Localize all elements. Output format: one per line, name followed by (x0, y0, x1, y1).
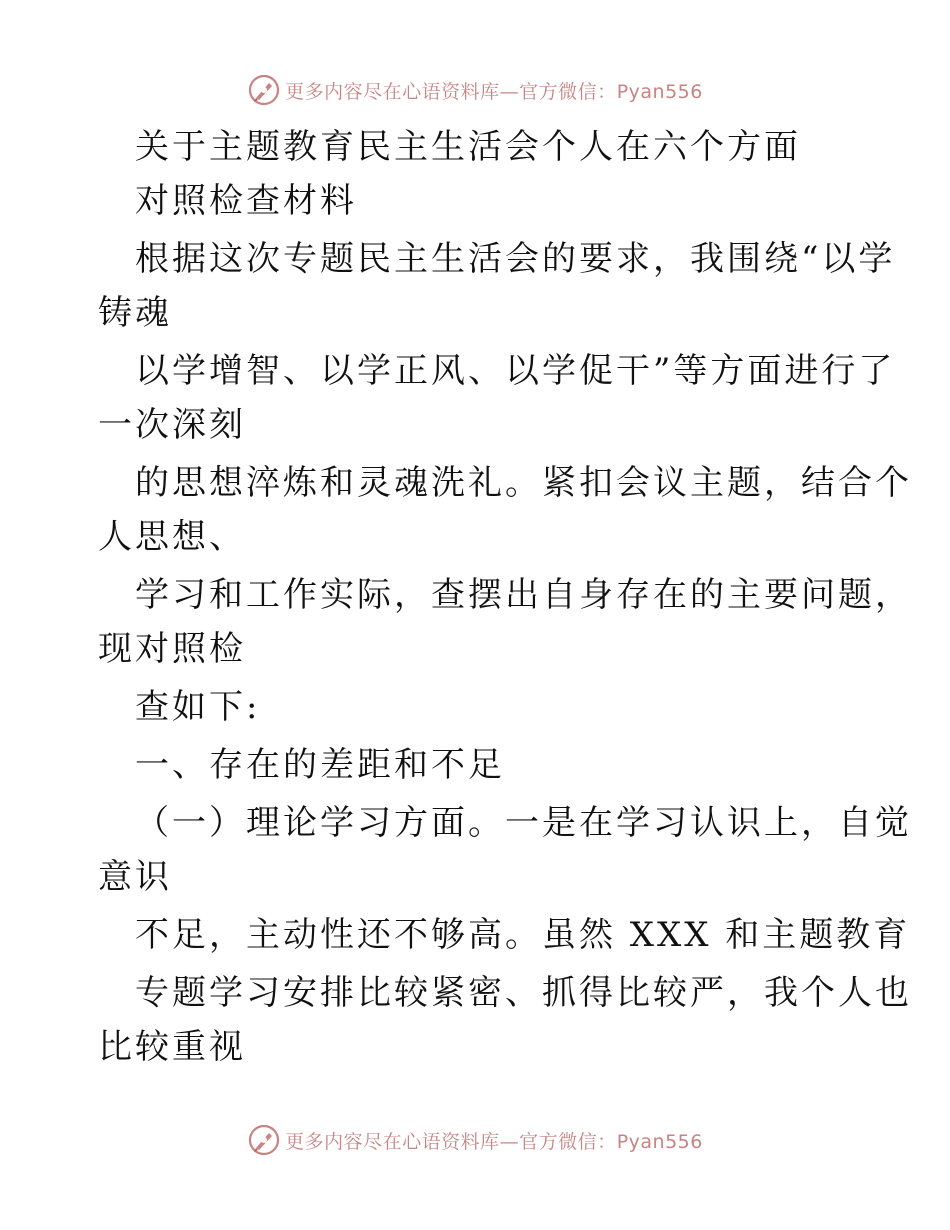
section-heading: 一、存在的差距和不足 (135, 745, 505, 785)
watermark-site: 更多内容尽在心语资料库 (285, 1130, 500, 1153)
paragraph-line: 铸魂 (98, 293, 172, 333)
paragraph-line: 专题学习安排比较紧密、抓得比较严，我个人也 (135, 973, 912, 1013)
watermark-wechat-label: 官方微信： (519, 1130, 617, 1153)
paragraph-line: 比较重视 (98, 1027, 246, 1067)
quill-logo-icon (247, 1123, 281, 1157)
paragraph-line: 的思想淬炼和灵魂洗礼。紧扣会议主题，结合个 (135, 463, 912, 503)
document-body (98, 120, 912, 1074)
paragraph-line: 以学增智、以学正风、以学促干”等方面进行了 (135, 351, 896, 391)
paragraph-line: 学习和工作实际，查摆出自身存在的主要问题， (135, 575, 912, 615)
watermark-account: Pyan556 (616, 80, 703, 103)
paragraph-line: （一）理论学习方面。一是在学习认识上，自觉 (135, 803, 912, 843)
paragraph-line: 不足，主动性还不够高。虽然 XXX 和主题教育 (135, 915, 911, 955)
watermark-site: 更多内容尽在心语资料库 (285, 80, 500, 103)
watermark-wechat-label: 官方微信： (519, 80, 617, 103)
header-watermark (0, 70, 950, 110)
quill-logo-icon (247, 73, 281, 107)
watermark-text (285, 1127, 703, 1154)
watermark-group (247, 73, 703, 107)
footer-watermark (0, 1120, 950, 1160)
paragraph-line: 根据这次专题民主生活会的要求，我围绕“以学 (135, 239, 896, 279)
document-title-line-2: 对照检查材料 (135, 181, 357, 221)
paragraph-line: 人思想、 (98, 517, 246, 557)
paragraph-line: 查如下: (135, 687, 261, 727)
paragraph-line: 一次深刻 (98, 405, 246, 445)
paragraph-line: 现对照检 (98, 629, 246, 669)
watermark-text (285, 77, 703, 104)
watermark-separator: — (499, 1130, 520, 1153)
document-title-line-1: 关于主题教育民主生活会个人在六个方面 (135, 127, 801, 167)
watermark-separator: — (499, 80, 520, 103)
paragraph-line: 意识 (98, 857, 172, 897)
watermark-group (247, 1123, 703, 1157)
watermark-account: Pyan556 (616, 1130, 703, 1153)
